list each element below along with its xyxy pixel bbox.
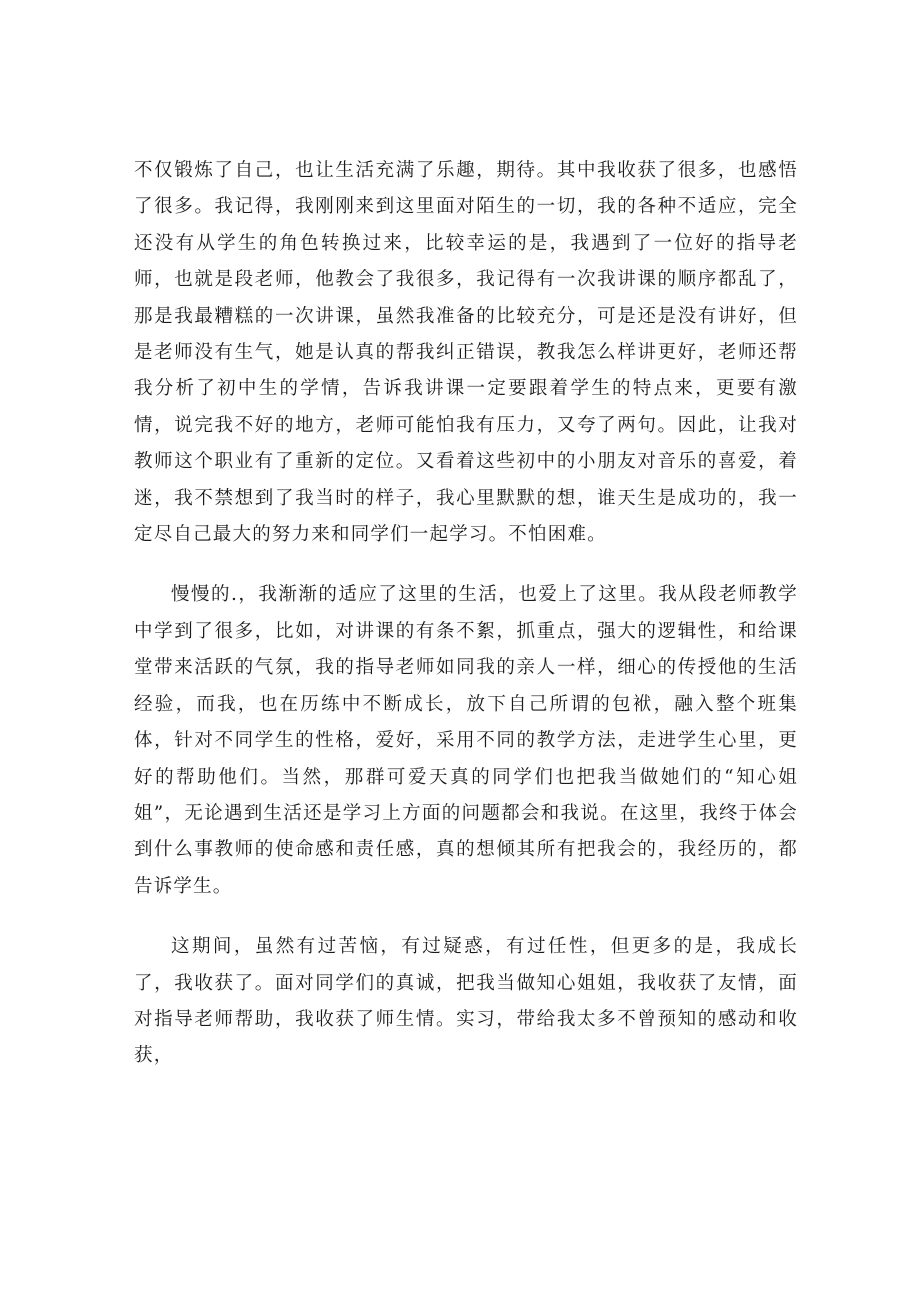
- paragraph-2: 慢慢的.，我渐渐的适应了这里的生活，也爱上了这里。我从段老师教学中学到了很多，比如，对讲课的有条不絮，抓重点，强大的逻辑性，和给课堂带来活跃的气氛，我的指导老师如同我的亲人一样，细心的传授他的生活经验，而我，也在历练中不断成长，放下自己所谓的包袱，融入整个班集体，针对不同学生的性格，爱好，采用不同的教学方法，走进学生心里，更好的帮助他们。当然，那群可爱天真的同学们也把我当做她们的“知心姐姐”，无论遇到生活还是学习上方面的问题都会和我说。在这里，我终于体会到什么事教师的使命感和责任感，真的想倾其所有把我会的，我经历的，都告诉学生。: [134, 584, 798, 897]
- paragraph-3: 这期间，虽然有过苦恼，有过疑惑，有过任性，但更多的是，我成长了，我收获了。面对同学们的真诚，把我当做知心姐姐，我收获了友情，面对指导老师帮助，我收获了师生情。实习，带给我太多不曾预知的感动和收获，: [134, 936, 798, 1067]
- document-body: [134, 153, 798, 1099]
- paragraph-1: 不仅锻炼了自己，也让生活充满了乐趣，期待。其中我收获了很多，也感悟了很多。我记得，我刚刚来到这里面对陌生的一切，我的各种不适应，完全还没有从学生的角色转换过来，比较幸运的是，我遇到了一位好的指导老师，也就是段老师，他教会了我很多，我记得有一次我讲课的顺序都乱了，那是我最糟糕的一次讲课，虽然我准备的比较充分，可是还是没有讲好，但是老师没有生气，她是认真的帮我纠正错误，教我怎么样讲更好，老师还帮我分析了初中生的学情，告诉我讲课一定要跟着学生的特点来，更要有激情，说完我不好的地方，老师可能怕我有压力，又夸了两句。因此，让我对教师这个职业有了重新的定位。又看着这些初中的小朋友对音乐的喜爱，着迷，我不禁想到了我当时的样子，我心里默默的想，谁天生是成功的，我一定尽自己最大的努力来和同学们一起学习。不怕困难。: [134, 160, 798, 546]
